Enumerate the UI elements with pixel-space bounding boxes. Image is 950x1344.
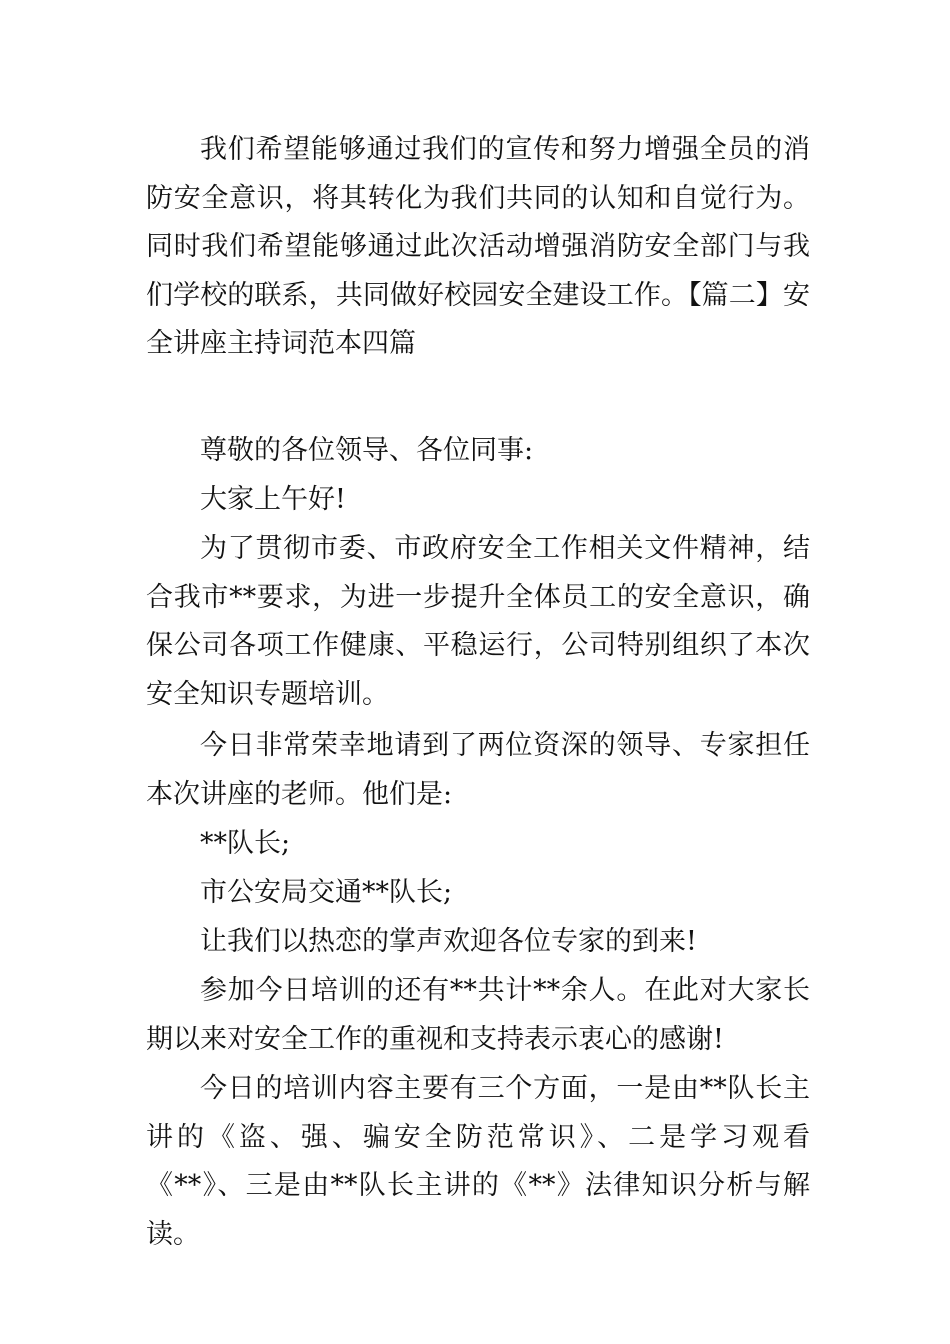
paragraph-speaker-two: 市公安局交通**队长; <box>200 877 453 908</box>
paragraph-greeting-recipients: 尊敬的各位领导、各位同事: <box>200 435 534 466</box>
paragraph-greeting: 大家上午好! <box>200 484 346 515</box>
paragraph-intro: 我们希望能够通过我们的宣传和努力增强全员的消防安全意识，将其转化为我们共同的认知和自觉行为。同时我们希望能够通过此次活动增强消防安全部门与我们学校的联系，共同做好校园安全建设工作。【篇二】安全讲座主持词范本四篇 <box>146 134 810 359</box>
paragraph-content: 今日的培训内容主要有三个方面，一是由**队长主讲的《盗、强、骗安全防范常识》、二是学习观看《**》、三是由**队长主讲的《**》法律知识分析与解读。 <box>146 1073 810 1250</box>
paragraph-speakers-intro: 今日非常荣幸地请到了两位资深的领导、专家担任本次讲座的老师。他们是: <box>146 730 810 810</box>
paragraph-speaker-one: **队长; <box>200 828 291 859</box>
paragraph-purpose: 为了贯彻市委、市政府安全工作相关文件精神，结合我市**要求，为进一步提升全体员工的安全意识，确保公司各项工作健康、平稳运行，公司特别组织了本次安全知识专题培训。 <box>146 533 810 710</box>
paragraph-welcome: 让我们以热恋的掌声欢迎各位专家的到来! <box>200 926 697 957</box>
paragraph-attendees: 参加今日培训的还有**共计**余人。在此对大家长期以来对安全工作的重视和支持表示衷心的感谢! <box>146 975 810 1055</box>
